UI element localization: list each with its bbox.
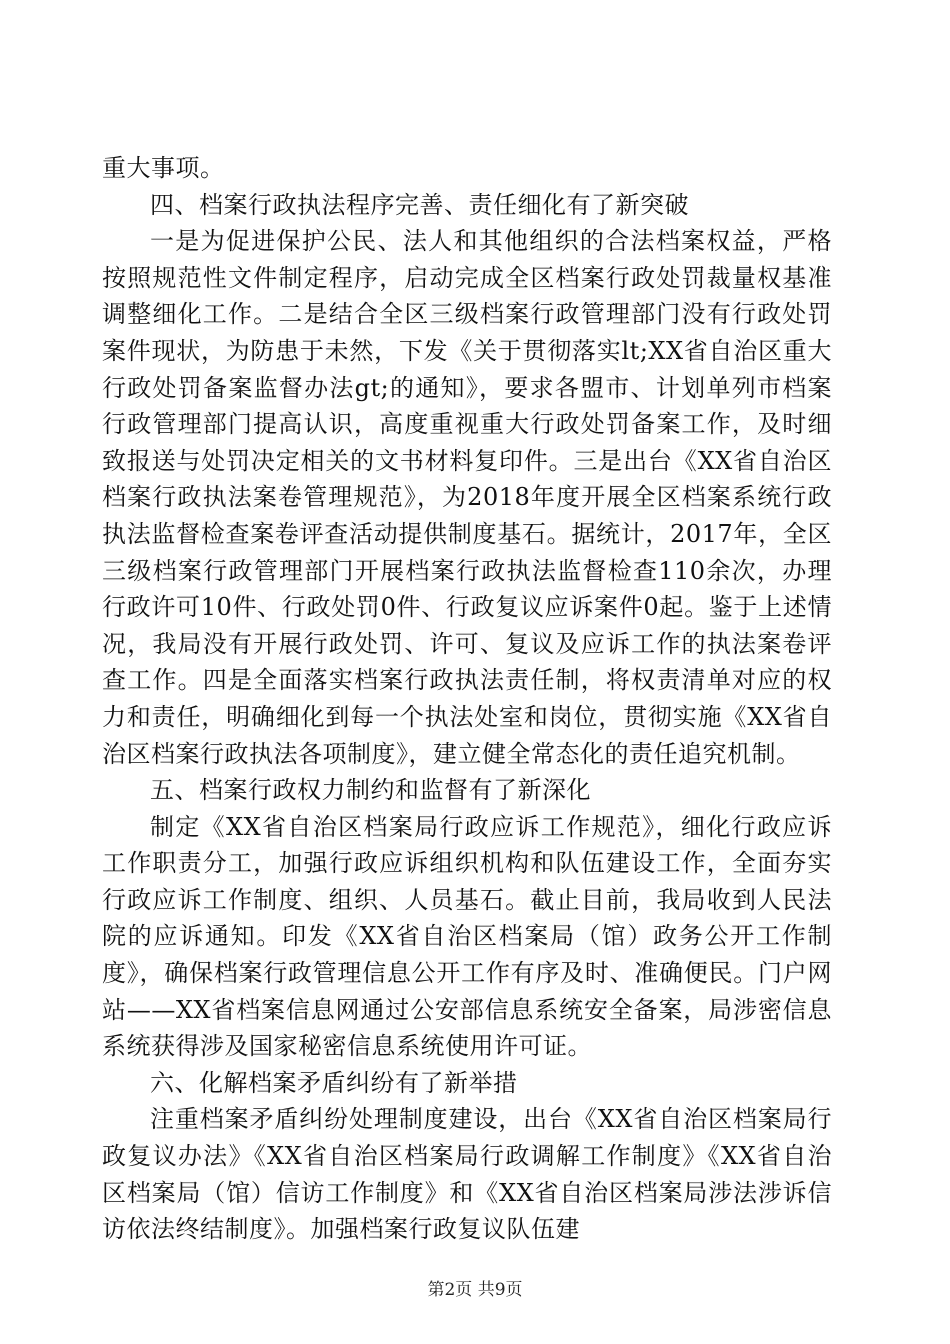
paragraph-section-4-body: 一是为促进保护公民、法人和其他组织的合法档案权益，严格按照规范性文件制定程序，启动完成全区档案行政处罚裁量权基准调整细化工作。二是结合全区三级档案行政管理部门没有行政处罚案件现状，为防患于未然，下发《关于贯彻落实lt;XX省自治区重大行政处罚备案监督办法gt;的通知》，要求各盟市、计划单列市档案行政管理部门提高认识，高度重视重大行政处罚备案工作，及时细致报送与处罚决定相关的文书材料复印件。三是出台《XX省自治区档案行政执法案卷管理规范》，为2018年度开展全区档案系统行政执法监督检查案卷评查活动提供制度基石。据统计，2017年，全区三级档案行政管理部门开展档案行政执法监督检查110余次，办理行政许可10件、行政处罚0件、行政复议应诉案件0起。鉴于上述情况，我局没有开展行政处罚、许可、复议及应诉工作的执法案卷评查工作。四是全面落实档案行政执法责任制，将权责清单对应的权力和责任，明确细化到每一个执法处室和岗位，贯彻实施《XX省自治区档案行政执法各项制度》，建立健全常态化的责任追究机制。: [102, 227, 832, 768]
section-heading-5: 五、档案行政权力制约和监督有了新深化: [150, 776, 591, 805]
page-number-footer: 第2页 共9页: [427, 1280, 523, 1300]
paragraph-section-5-body: 制定《XX省自治区档案局行政应诉工作规范》，细化行政应诉工作职责分工，加强行政应诉组织机构和队伍建设工作，全面夯实行政应诉工作制度、组织、人员基石。截止目前，我局收到人民法院的应诉通知。印发《XX省自治区档案局（馆）政务公开工作制度》，确保档案行政管理信息公开工作有序及时、准确便民。门户网站——XX省档案信息网通过公安部信息系统安全备案，局涉密信息系统获得涉及国家秘密信息系统使用许可证。: [102, 812, 832, 1061]
paragraph-section-6-body: 注重档案矛盾纠纷处理制度建设，出台《XX省自治区档案局行政复议办法》《XX省自治区档案局行政调解工作制度》《XX省自治区档案局（馆）信访工作制度》和《XX省自治区档案局涉法涉诉信访依法终结制度》。加强档案行政复议队伍建: [102, 1105, 832, 1244]
document-body: [102, 150, 832, 1248]
section-heading-6: 六、化解档案矛盾纠纷有了新举措: [150, 1068, 518, 1097]
paragraph-continuation: 重大事项。: [102, 154, 225, 182]
section-heading-4: 四、档案行政执法程序完善、责任细化有了新突破: [150, 190, 689, 219]
